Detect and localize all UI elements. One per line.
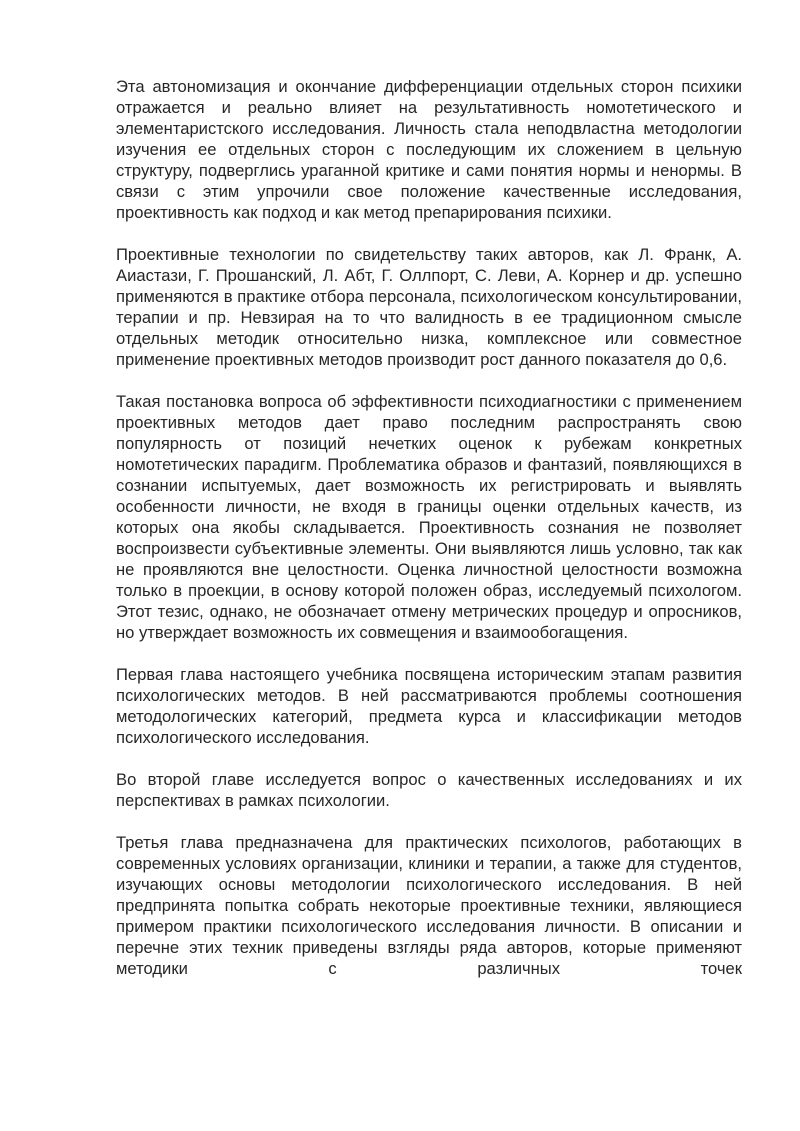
paragraph: Первая глава настоящего учебника посвящена историческим этапам развития психологических методов. В ней рассматриваются проблемы соотношения методологических категорий, предмета курса и классификации методов психологического исследования. — [116, 665, 742, 747]
paragraph: Проективные технологии по свидетельству таких авторов, как Л. Франк, А. Аиастази, Г. Прошанский, Л. Абт, Г. Оллпорт, С. Леви, А. Корнер и др. успешно применяются в практике отбора персонала, психологическом консультировании, терапии и пр. Невзирая на то что валидность в ее традиционном смысле отдельных методик относительно низка, комплексное или совместное применение проективных методов производит рост данного показателя до 0,6. — [116, 245, 742, 369]
paragraph: Такая постановка вопроса об эффективности психодиагностики с применением проективных методов дает право последним распространять свою популярность от позиций нечетких оценок к рубежам конкретных номотетических парадигм. Проблематика образов и фантазий, появляющихся в сознании испытуемых, дает возможность их регистрировать и выявлять особенности личности, не входя в границы оценки отдельных качеств, из которых она якобы складывается. Проективность сознания не позволяет воспроизвести субъективные элементы. Они выявляются лишь условно, так как не проявляются вне целостности. Оценка личностной целостности возможна только в проекции, в основу которой положен образ, исследуемый психологом. Этот тезис, однако, не обозначает отмену метрических процедур и опросников, но утверждает возможность их совмещения и взаимообогащения. — [116, 392, 742, 642]
paragraph: Третья глава предназначена для практических психологов, работающих в современных условиях организации, клиники и терапии, а также для студентов, изучающих основы методологии психологического исследования. В ней предпринята попытка собрать некоторые проективные техники, являющиеся примером практики психологического исследования личности. В описании и перечне этих техник приведены взгляды ряда авторов, которые применяют методики с различных точек — [116, 833, 742, 978]
paragraph: Во второй главе исследуется вопрос о качественных исследованиях и их перспективах в рамках психологии. — [116, 770, 742, 810]
paragraph: Эта автономизация и окончание дифференциации отдельных сторон психики отражается и реально влияет на результативность номотетического и элементаристского исследования. Личность стала неподвластна методологии изучения ее отдельных сторон с последующим их сложением в цельную структуру, подверглись ураганной критике и сами понятия нормы и ненормы. В связи с этим упрочили свое положение качественные исследования, проективность как подход и как метод препарирования психики. — [116, 77, 742, 222]
document-body — [116, 76, 742, 979]
